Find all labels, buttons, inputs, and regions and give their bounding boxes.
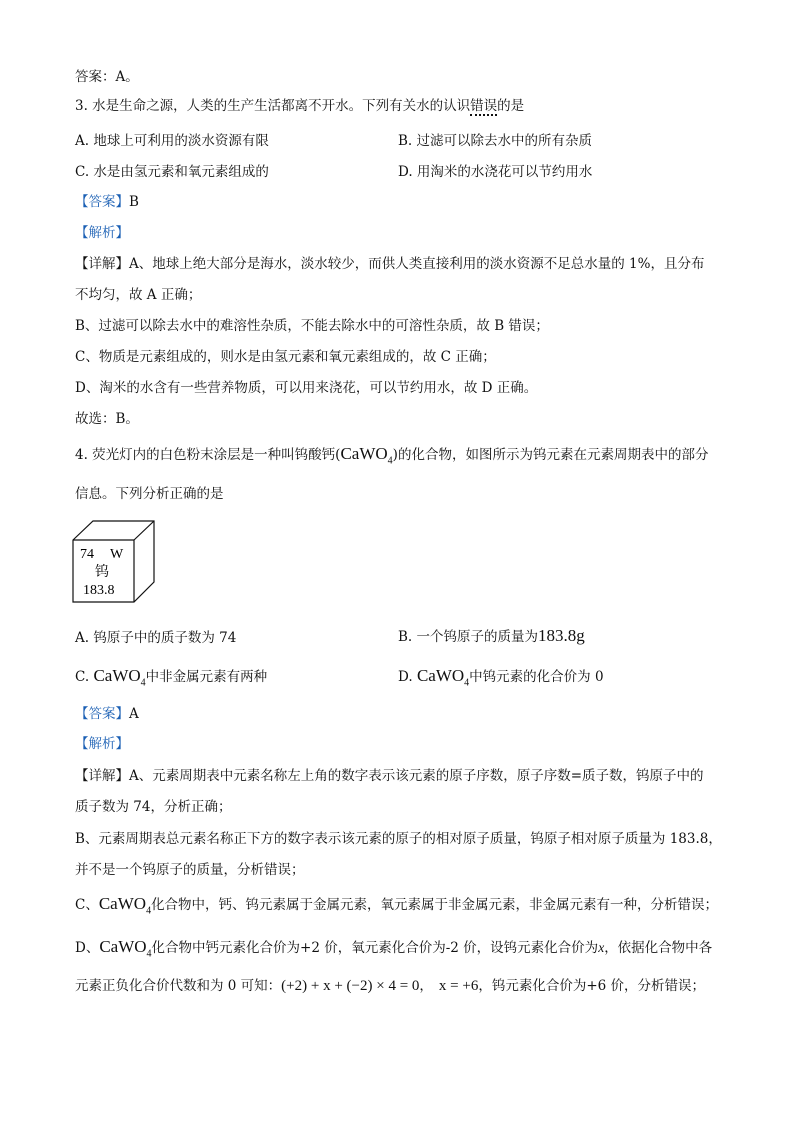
- solution: x = +6: [438, 978, 479, 994]
- q4-detail-a2: 质子数为 74，分析正确；: [75, 799, 232, 815]
- periodic-element-cube: [72, 520, 162, 604]
- q4-analysis-tag: 【解析】: [75, 736, 129, 752]
- q3-detail-2: B、过滤可以除去水中的难溶性杂质，不能去除水中的可溶性杂质，故 B 错误；: [75, 318, 549, 334]
- q4-option-b: B. 一个钨原子的质量为183.8g: [398, 626, 585, 645]
- q4-detail-c: C、CaWO$_4$化合物中，钙、钨元素属于金属元素，氧元素属于非金属元素，非金属元素有一种，分析错误；: [75, 894, 719, 917]
- q3-option-d: D. 用淘米的水浇花可以节约用水: [398, 164, 593, 180]
- q3-option-c: C. 水是由氢元素和氧元素组成的: [75, 164, 269, 180]
- q3-choose: 故选：B。: [75, 411, 139, 427]
- q3-option-b: B. 过滤可以除去水中的所有杂质: [398, 133, 593, 149]
- q4-stem-line2: 信息。下列分析正确的是: [75, 486, 224, 502]
- q4-option-c: C. CaWO$_4$中非金属元素有两种: [75, 666, 268, 689]
- element-symbol: W: [110, 547, 124, 562]
- formula: CaWO$_4$: [340, 444, 393, 467]
- q3-detail-1: 【详解】A、地球上绝大部分是海水，淡水较少，而供人类直接利用的淡水资源不足总水量的 1%，且分布: [75, 256, 705, 272]
- emphasis-dotted: 错误: [470, 98, 498, 114]
- q4-detail-b2: 并不是一个钨原子的质量，分析错误；: [75, 862, 305, 878]
- q4-detail-d: D、CaWO$_4$化合物中钙元素化合价为+2 价，氧元素化合价为-2 价，设钨元素化合价为x，依据化合物中各: [75, 937, 713, 960]
- previous-answer: 答案：A。: [75, 69, 139, 85]
- q4-detail-b1: B、元素周期表总元素名称正下方的数字表示该元素的原子的相对原子质量，钨原子相对原子质量为 183.8，: [75, 831, 722, 847]
- q4-answer: 【答案】A: [75, 706, 139, 722]
- q3-analysis-tag: 【解析】: [75, 225, 129, 241]
- q4-stem: 4. 荧光灯内的白色粉末涂层是一种叫钨酸钙(CaWO$_4$)的化合物，如图所示为钨元素在元素周期表中的部分: [75, 444, 709, 467]
- q3-option-a: A. 地球上可利用的淡水资源有限: [75, 133, 269, 149]
- equation: (+2) + x + (−2) × 4 = 0: [281, 978, 420, 994]
- q4-detail-a1: 【详解】A、元素周期表中元素名称左上角的数字表示该元素的原子序数，原子序数=质子数，钨原子中的: [75, 768, 704, 784]
- atomic-number: 74: [80, 547, 94, 562]
- answer-tag: 【答案】: [75, 194, 129, 210]
- q4-option-a: A. 钨原子中的质子数为 74: [75, 630, 237, 646]
- q3-detail-3: C、物质是元素组成的，则水是由氢元素和氧元素组成的，故 C 正确；: [75, 349, 496, 365]
- q4-option-d: D. CaWO$_4$中钨元素的化合价为 0: [398, 666, 604, 689]
- atomic-mass: 183.8: [83, 583, 115, 598]
- q4-detail-e: 元素正负化合价代数和为 0 可知：(+2) + x + (−2) × 4 = 0， x = +6，钨元素化合价为+6 价，分析错误；: [75, 978, 706, 994]
- element-name: 钨: [95, 565, 109, 580]
- q3-detail-4: D、淘米的水含有一些营养物质，可以用来浇花，可以节约用水，故 D 正确。: [75, 380, 538, 396]
- q3-detail-1b: 不均匀，故 A 正确；: [75, 287, 202, 303]
- q3-answer: 【答案】B: [75, 194, 139, 210]
- q3-stem: 3. 水是生命之源，人类的生产生活都离不开水。下列有关水的认识错误的是: [75, 98, 525, 114]
